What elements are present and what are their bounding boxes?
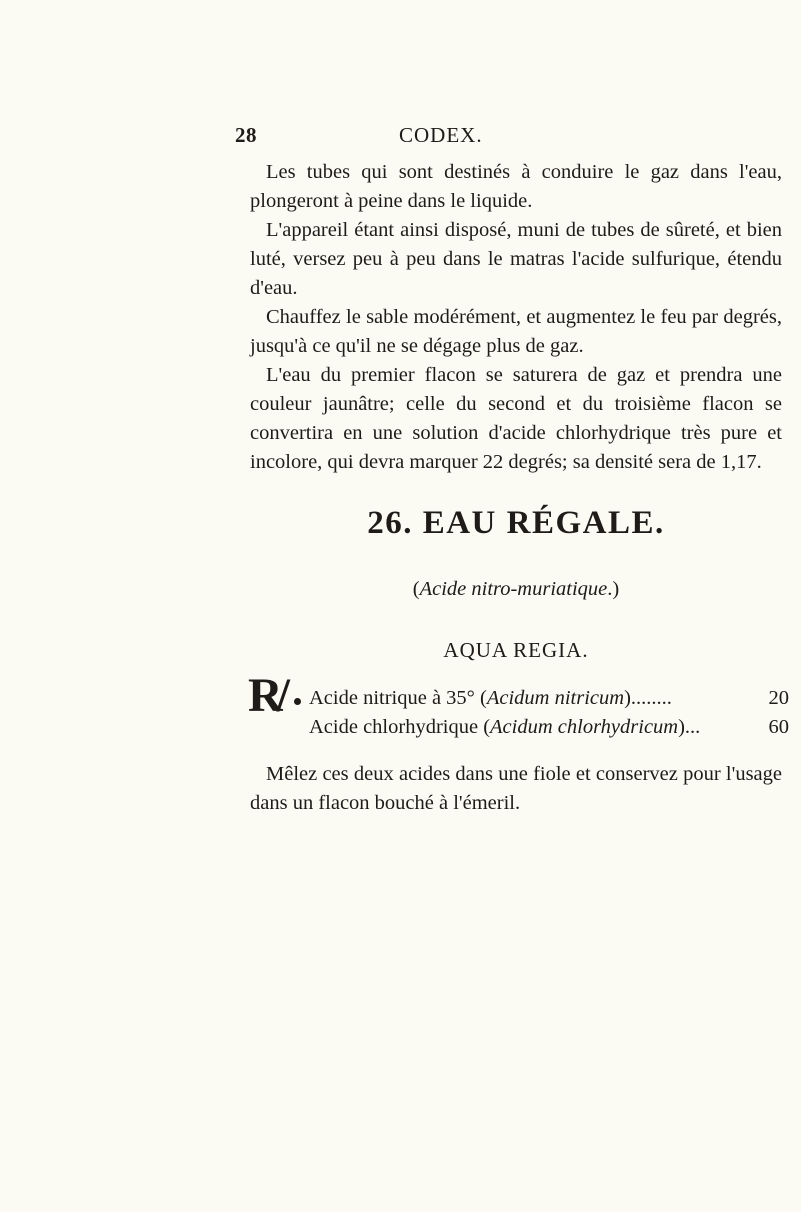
ingredient-quantity: 20 [768, 687, 789, 709]
subtitle-close-paren: .) [607, 578, 620, 600]
ingredient-quantity: 60 [768, 716, 789, 738]
page-number: 28 [235, 123, 257, 147]
ingredient-name: Acide nitrique à 35° ( [309, 687, 487, 709]
page-header [235, 123, 565, 153]
subtitle-italic: Acide nitro-muriatique [419, 578, 608, 600]
ingredient-leader: )........ [624, 687, 672, 709]
ingredient-leader: )... [678, 716, 701, 738]
ingredient-name: Acide chlorhydrique ( [309, 716, 491, 738]
closing-paragraph: Mêlez ces deux acides dans une fiole et conservez pour l'usage dans un flacon bouché à l'émeril. [250, 763, 782, 814]
paragraph-2: L'appareil étant ainsi disposé, muni de tubes de sûreté, et bien luté, versez peu à peu dans le matras l'acide sulfurique, étendu d'eau. [250, 219, 782, 299]
latin-name: AQUA REGIA. [443, 638, 589, 662]
running-head: CODEX. [399, 123, 483, 147]
ingredient-latin: Acidum chlorhydricum [490, 716, 679, 738]
ingredient-line [309, 713, 789, 742]
ingredient-line [309, 684, 789, 713]
paragraph-1: Les tubes qui sont destinés à conduire le gaz dans l'eau, plongeront à peine dans le liquide. [250, 161, 782, 212]
recipe-symbol: R/ [248, 669, 284, 722]
subtitle-open-paren: ( [412, 578, 420, 600]
paragraph-4: L'eau du premier flacon se saturera de gaz et prendra une couleur jaunâtre; celle du second et du troisième flacon se convertira en une solution d'acide chlorhydrique très pure et incolore, qui devra marquer 22 degrés; sa densité sera de 1,17. [250, 364, 782, 473]
paragraph-3: Chauffez le sable modérément, et augmentez le feu par degrés, jusqu'à ce qu'il ne se dégage plus de gaz. [250, 306, 782, 357]
section-title: 26. EAU RÉGALE. [367, 505, 665, 541]
ingredient-latin: Acidum nitricum [486, 687, 625, 709]
bullet-dot-icon [294, 698, 301, 705]
section-subtitle [250, 578, 782, 601]
